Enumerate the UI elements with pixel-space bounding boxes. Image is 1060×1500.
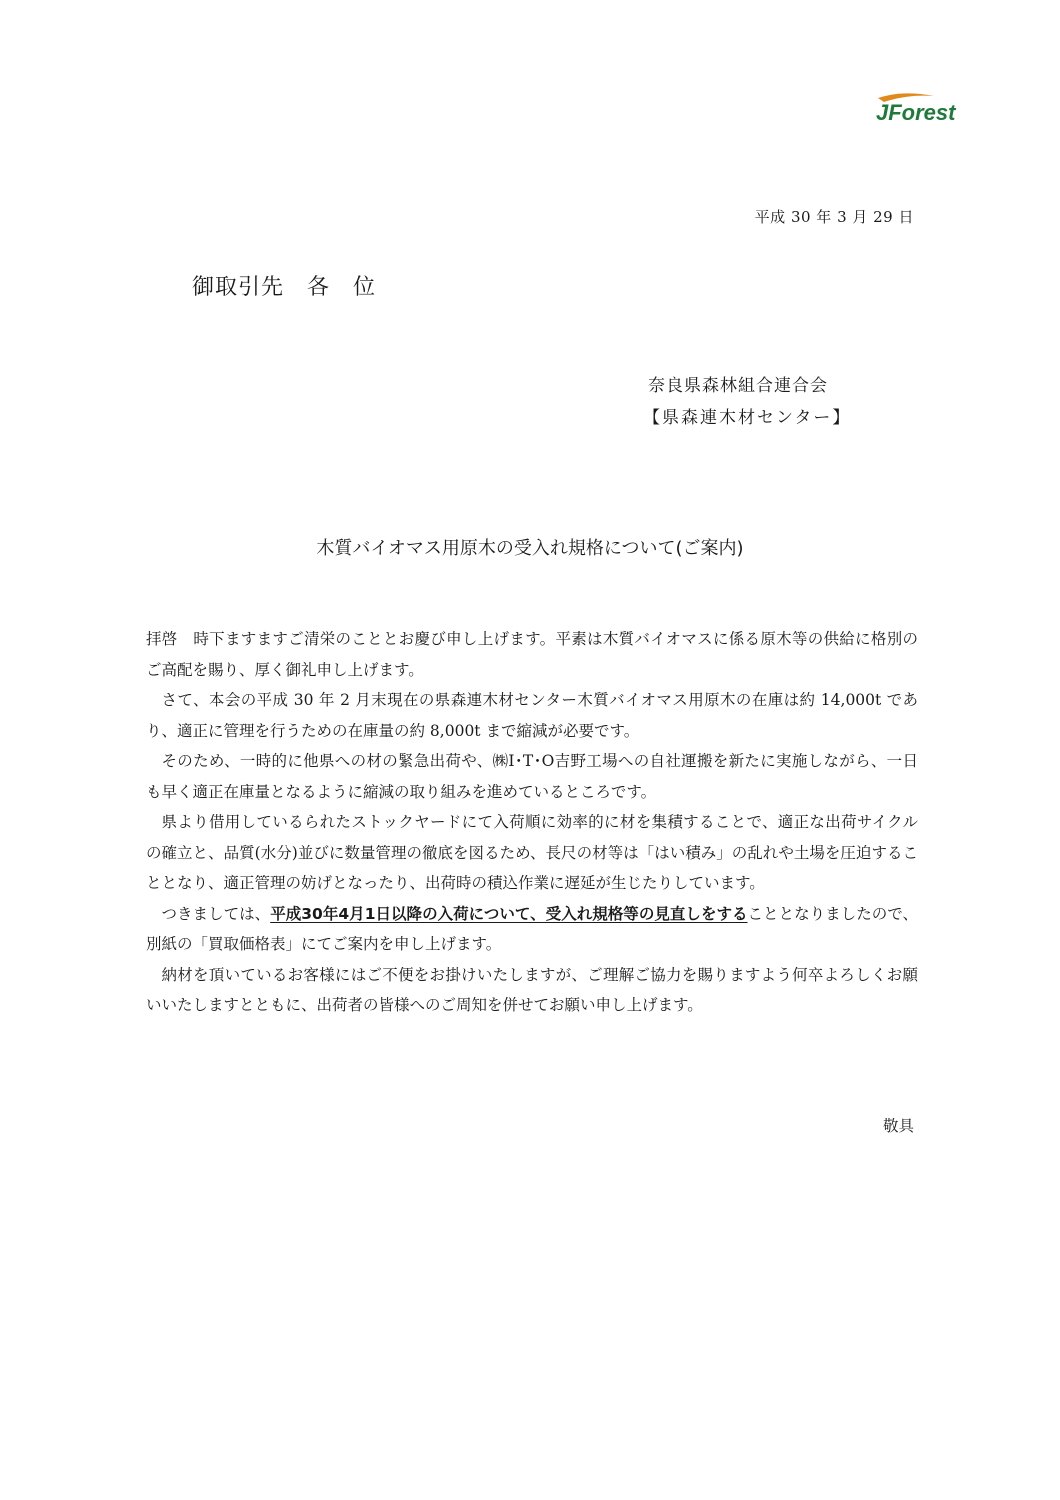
paragraph-measures: そのため、一時的に他県への材の緊急出荷や、㈱I･T･O吉野工場への自社運搬を新たに実施しながら、一日も早く適正在庫量となるように縮減の取り組みを進めているところです。 <box>146 752 918 801</box>
sender-organization: 奈良県森林組合連合会 <box>648 376 828 396</box>
notice-emphasis: 平成30年4月1日以降の入荷について、受入れ規格等の見直しをする <box>270 904 748 923</box>
paragraph-inventory: さて、本会の平成 30 年 2 月末現在の県森連木材センター木質バイオマス用原木の在庫は約 14,000t であり、適正に管理を行うための在庫量の約 8,000t まで縮減が必要です。 <box>146 691 918 740</box>
recipient: 御取引先 各 位 <box>192 275 377 300</box>
sender-block <box>643 370 852 434</box>
paragraph-notice <box>146 899 918 960</box>
closing-phrase: 敬具 <box>882 1117 914 1135</box>
letter-date: 平成 30 年 3 月 29 日 <box>754 208 914 226</box>
jforest-logo <box>872 92 992 126</box>
sender-department: 【県森連木材センター】 <box>643 408 852 428</box>
paragraph-stockyard: 県より借用しているられたストックヤードにて入荷順に効率的に材を集積することで、適正な出荷サイクルの確立と、品質(水分)並びに数量管理の徹底を図るため、長尺の材等は「はい積み」の乱れや土場を圧迫することとなり、適正管理の妨げとなったり、出荷時の積込作業に遅延が生じたりしています。 <box>146 813 918 892</box>
paragraph-request: 納材を頂いているお客様にはご不便をお掛けいたしますが、ご理解ご協力を賜りますよう何卒よろしくお願いいたしますとともに、出荷者の皆様へのご周知を併せてお願い申し上げます。 <box>146 965 918 1014</box>
notice-tail: こととなりましたので、別紙の「買取価格表」にてご案内を申し上げます。 <box>146 904 918 953</box>
notice-lead: つきましては、 <box>161 904 271 923</box>
letter-body <box>146 624 918 1021</box>
logo-wordmark: JForest <box>876 100 956 125</box>
paragraph-greeting: 拝啓 時下ますますご清栄のこととお慶び申し上げます。平素は木質バイオマスに係る原木等の供給に格別のご高配を賜り、厚く御礼申し上げます。 <box>146 630 918 679</box>
subject-title: 木質バイオマス用原木の受入れ規格について(ご案内) <box>316 538 744 559</box>
